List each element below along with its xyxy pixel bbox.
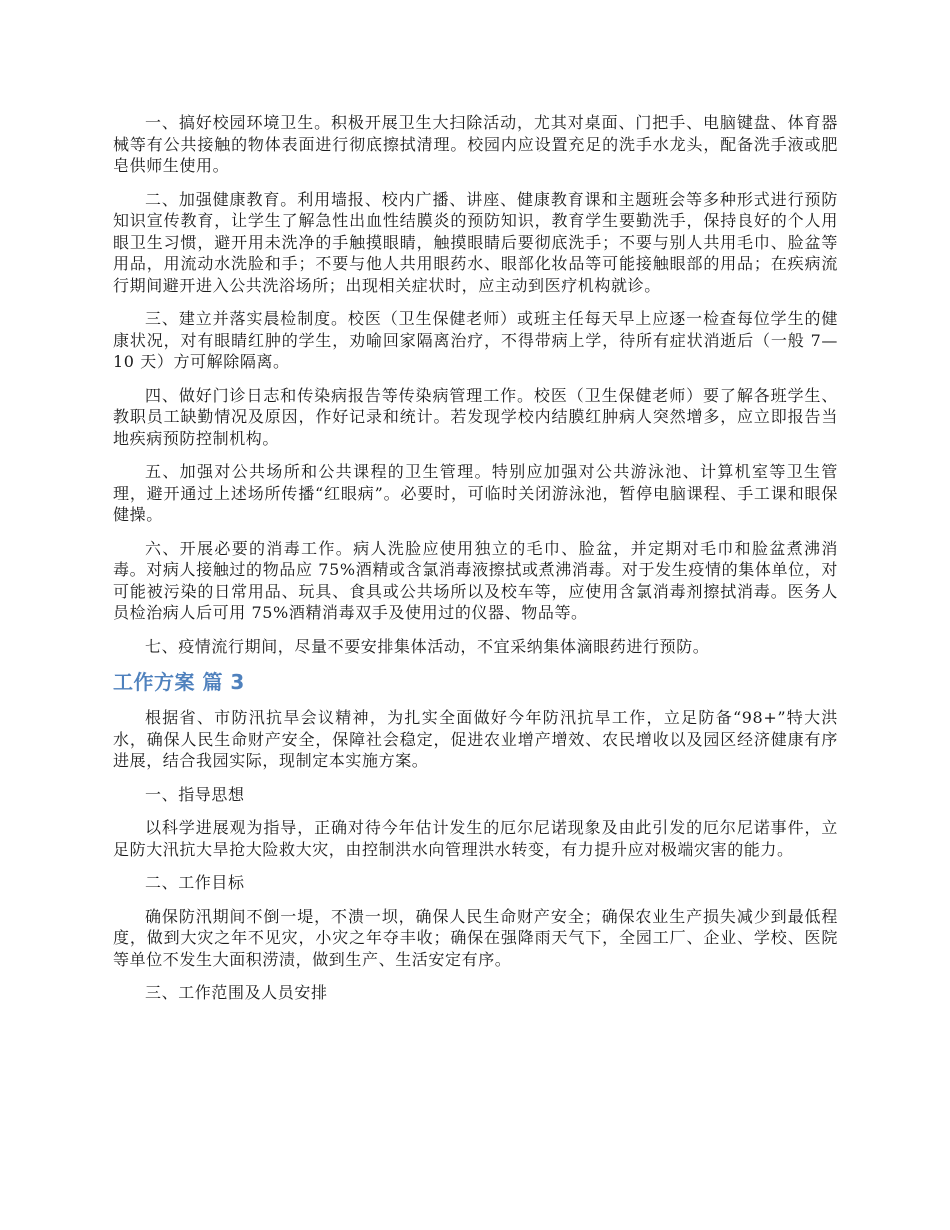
paragraph-health-education: 二、加强健康教育。利用墙报、校内广播、讲座、健康教育课和主题班会等多种形式进行预防知识宣传教育，让学生了解急性出血性结膜炎的预防知识，教育学生要勤洗手，保持良好的个人用眼卫生习惯，避开用未洗净的手触摸眼睛，触摸眼睛后要彻底洗手；不要与别人共用毛巾、脸盆等用品，用流动水洗脸和手；不要与他人共用眼药水、眼部化妆品等可能接触眼部的用品；在疾病流行期间避开进入公共洗浴场所；出现相关症状时，应主动到医疗机构就诊。 (113, 189, 838, 295)
section-heading: 工作方案 篇 3 (113, 670, 245, 694)
paragraph-intro: 根据省、市防汛抗旱会议精神，为扎实全面做好今年防汛抗旱工作，立足防备“98+”特大洪水，确保人民生命财产安全，保障社会稳定，促进农业增产增效、农民增收以及园区经济健康有序进展，结合我园实际，现制定本实施方案。 (113, 708, 838, 770)
section-flood-plan (113, 707, 838, 1004)
subheading-work-goals: 二、工作目标 (145, 873, 245, 892)
paragraph-environment-hygiene: 一、搞好校园环境卫生。积极开展卫生大扫除活动，尤其对桌面、门把手、电脑键盘、体育器械等有公共接触的物体表面进行彻底擦拭清理。校园内应设置充足的洗手水龙头，配备洗手液或肥皂供师生使用。 (113, 113, 838, 175)
section-measures (113, 112, 838, 657)
paragraph-morning-check: 三、建立并落实晨检制度。校医（卫生保健老师）或班主任每天早上应逐一检查每位学生的健康状况，对有眼睛红肿的学生，劝喻回家隔离治疗，不得带病上学，待所有症状消逝后（一般 7—10 天）方可解除隔离。 (113, 309, 838, 371)
subheading-scope-staffing: 三、工作范围及人员安排 (145, 983, 328, 1002)
paragraph-guiding-ideology: 以科学进展观为指导，正确对待今年估计发生的厄尔尼诺现象及由此引发的厄尔尼诺事件，立足防大汛抗大旱抢大险救大灾，由控制洪水向管理洪水转变，有力提升应对极端灾害的能力。 (113, 818, 838, 859)
paragraph-clinic-log: 四、做好门诊日志和传染病报告等传染病管理工作。校医（卫生保健老师）要了解各班学生、教职员工缺勤情况及原因，作好记录和统计。若发现学校内结膜红肿病人突然增多，应立即报告当地疾病预防控制机构。 (113, 385, 838, 448)
paragraph-no-gatherings: 七、疫情流行期间，尽量不要安排集体活动，不宜采纳集体滴眼药进行预防。 (145, 636, 710, 656)
paragraph-public-places: 五、加强对公共场所和公共课程的卫生管理。特别应加强对公共游泳池、计算机室等卫生管理，避开通过上述场所传播“红眼病”。必要时，可临时关闭游泳池，暂停电脑课程、手工课和眼保健操。 (113, 462, 838, 524)
paragraph-disinfection: 六、开展必要的消毒工作。病人洗脸应使用独立的毛巾、脸盆，并定期对毛巾和脸盆煮沸消毒。对病人接触过的物品应 75%酒精或含氯消毒液擦拭或煮沸消毒。对于发生疫情的集体单位，对可能被污染的日常用品、玩具、食具或公共场所以及校车等，应使用含氯消毒剂擦拭消毒。医务人员检治病人后可用 75%酒精消毒双手及使用过的仪器、物品等。 (113, 538, 838, 622)
subheading-guiding-ideology: 一、指导思想 (145, 784, 245, 804)
paragraph-work-goals: 确保防汛期间不倒一堤，不溃一坝，确保人民生命财产安全；确保农业生产损失减少到最低程度，做到大灾之年不见灾，小灾之年夺丰收；确保在强降雨天气下，全园工厂、企业、学校、医院等单位不发生大面积涝渍，做到生产、生活安定有序。 (113, 906, 838, 969)
